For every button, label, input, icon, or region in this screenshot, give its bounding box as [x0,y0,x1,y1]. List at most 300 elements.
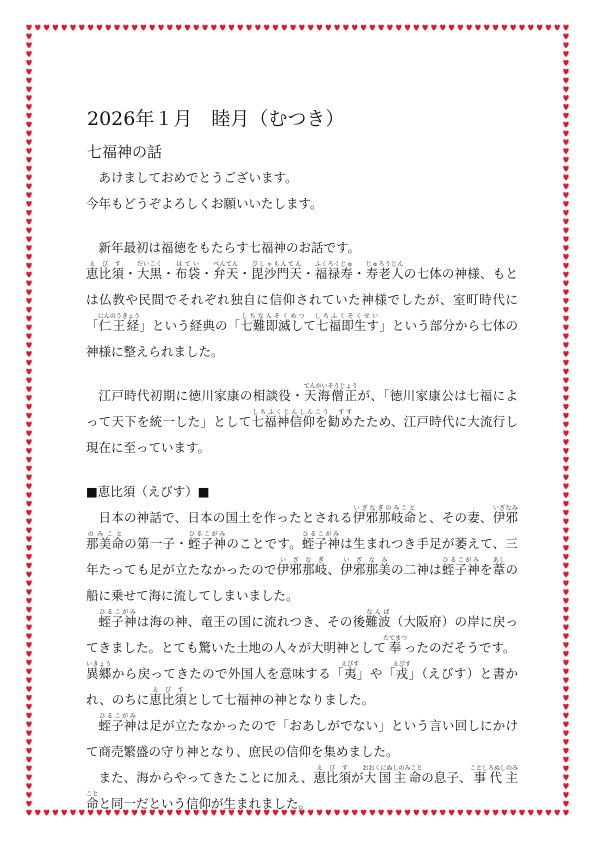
ruby-word: 大国主命おおくにぬしのみこと [362,765,423,785]
heart-icon [238,25,243,31]
heart-icon [563,448,568,454]
heart-icon [528,810,533,816]
heart-icon [26,492,31,498]
heart-icon [563,677,568,683]
ruby-word: 難波なんば [365,609,391,629]
ruby-word: 奉たてまつ [383,635,408,655]
heart-icon [563,25,568,31]
heart-icon [202,25,207,31]
gods-list [86,261,404,281]
heart-icon [563,42,568,48]
heart-icon [26,78,31,84]
heart-icon [26,342,31,348]
heart-icon [167,25,172,31]
heart-icon [563,810,568,816]
heart-icon [475,25,480,31]
heart-icon [26,792,31,798]
heart-icon [61,25,66,31]
heart-icon [61,810,66,816]
heart-icon [26,466,31,472]
heart-icon [176,25,181,31]
heart-icon [26,713,31,719]
heart-icon [563,554,568,560]
heart-icon [26,236,31,242]
heart-icon [44,810,49,816]
heart-icon [26,316,31,322]
heart-icon [26,721,31,727]
heart-icon [484,25,489,31]
heart-icon [264,25,269,31]
heart-icon [563,695,568,701]
heart-icon [563,501,568,507]
ruby-word: 恵比須えびす [149,687,187,707]
heart-icon [290,25,295,31]
heart-icon [26,307,31,313]
heart-icon [26,395,31,401]
heart-icon [361,25,366,31]
heart-icon [26,157,31,163]
heart-icon [26,139,31,145]
heart-icon [502,25,507,31]
heart-icon [378,25,383,31]
heart-icon [26,42,31,48]
heart-icon [563,316,568,322]
heart-icon [405,25,410,31]
paragraph: 日本の神話で、日本の国土を作ったとされる伊邪那岐命いざなぎのみことと、その妻、伊邪那美命いざなみのみことの第一子・蛭子神ひるこがみのことです。蛭子神ひるこがみは生まれつき手足が萎えて、三年たっても足が立たなかったので伊邪那岐いざなぎ、伊邪那美いざなみの二神は蛭子神ひるこがみを葦あしの船に乗せて海に流してしまいました。 [86,505,518,603]
greeting-line: あけましておめでとうございます。 [98,170,298,185]
heart-icon [563,642,568,648]
heart-icon [431,25,436,31]
heart-icon [35,810,40,816]
page-title: 2026年１月 睦月（むつき） [87,108,345,130]
heart-icon [563,272,568,278]
heart-icon [563,377,568,383]
heart-icon [563,721,568,727]
heart-icon [26,651,31,657]
heart-icon [26,69,31,75]
heart-icon [26,25,31,31]
god-name: 恵比須えびす [86,261,125,281]
heart-icon [528,25,533,31]
heart-icon [563,774,568,780]
heart-icon [26,404,31,410]
heart-icon [563,598,568,604]
ruby-word: 蛭子神ひるこがみ [98,609,137,629]
heart-icon [26,474,31,480]
heart-icon [26,748,31,754]
heart-icon [26,571,31,577]
heart-icon [563,607,568,613]
paragraph: 蛭子神ひるこがみは海の神、竜王の国に流れつき、その後難波なんば（大阪府）の岸に戻ってきました。とても驚いた土地の人々が大明神として奉たてまつったのだそうです。異郷いきょうから戻ってきたので外国人を意味する「夷えびす」や「戎えびす」（えびす）と書かれ、のちに恵比須えびすとして七福神の神となりました。 [86,609,518,707]
heart-icon [563,422,568,428]
heart-icon [563,580,568,586]
heart-icon [563,545,568,551]
heart-icon [563,686,568,692]
heart-icon [563,236,568,242]
heart-icon [563,616,568,622]
heart-icon [26,536,31,542]
heart-icon [26,289,31,295]
heart-icon [26,333,31,339]
heart-icon [26,324,31,330]
ruby-word: 伊邪那岐いざなぎ [276,557,328,577]
heart-icon [510,25,515,31]
ruby-word: 戎えびす [392,661,411,681]
heart-icon [141,25,146,31]
heart-icon [26,580,31,586]
heart-icon [26,175,31,181]
heart-icon [26,86,31,92]
paragraph: 新年最初は福徳をもたらす七福神のお話です。 [98,240,361,255]
heart-icon [422,25,427,31]
heart-icon [26,263,31,269]
heart-icon [563,324,568,330]
heart-icon [70,25,75,31]
heart-icon [26,810,31,816]
heart-icon [546,25,551,31]
heart-icon [466,25,471,31]
heart-icon [563,430,568,436]
heart-icon [563,298,568,304]
heart-icon [563,660,568,666]
heart-icon [220,25,225,31]
heart-icon [563,704,568,710]
heart-icon [458,25,463,31]
ruby-word: 天海僧正てんかいそうじょう [303,383,358,403]
greeting-line: 今年もどうぞよろしくお願いいたします。 [86,196,323,211]
heart-icon [563,439,568,445]
heart-icon [26,730,31,736]
heart-icon [563,765,568,771]
heart-icon [26,351,31,357]
heart-icon [26,51,31,57]
heart-icon [70,810,75,816]
heart-icon [26,668,31,674]
heart-icon [26,192,31,198]
heart-icon [563,263,568,269]
heart-icon [26,60,31,66]
heart-icon [563,413,568,419]
heart-icon [563,757,568,763]
heart-icon [26,113,31,119]
heart-icon [563,360,568,366]
heart-icon [563,510,568,516]
heart-icon [26,783,31,789]
heart-icon [53,25,58,31]
heart-icon [563,633,568,639]
heart-icon [26,95,31,101]
heart-icon [563,589,568,595]
separator: ・ [162,266,175,281]
heart-icon [114,25,119,31]
heart-icon [26,245,31,251]
heart-icon [26,616,31,622]
heart-icon [563,342,568,348]
heart-icon [26,448,31,454]
heart-icon [554,25,559,31]
heart-icon [26,166,31,172]
heart-icon [563,69,568,75]
heart-icon [26,563,31,569]
heart-icon [26,457,31,463]
heart-icon [194,25,199,31]
heart-icon [26,757,31,763]
heart-icon [26,430,31,436]
ruby-word: 異郷いきょう [86,661,112,681]
heart-icon [26,774,31,780]
heart-icon [563,386,568,392]
heart-icon [26,272,31,278]
heart-icon [26,695,31,701]
heart-icon [26,589,31,595]
separator: ・ [200,266,214,281]
paragraph: また、海からやってきたことに加え、恵比須えびすが大国主命おおくにぬしのみことの息子、事代主命ことしろぬしのみことと同一だという信仰が生まれました。 [86,765,518,811]
heart-icon [26,439,31,445]
heart-icon [563,668,568,674]
ruby-word: 伊邪那岐命いざなぎのみこと [352,505,417,525]
heart-icon [53,810,58,816]
heart-icon [26,801,31,807]
heart-icon [563,289,568,295]
heart-icon [563,280,568,286]
heart-icon [26,386,31,392]
heart-icon [26,519,31,525]
heart-icon [546,810,551,816]
god-name: 弁天べんてん [213,261,239,281]
heart-icon [88,25,93,31]
heart-icon [26,607,31,613]
heart-icon [563,748,568,754]
heart-icon [563,192,568,198]
paragraph: 江戸時代初期に徳川家康の相談役・天海僧正てんかいそうじょうが、「徳川家康公は七福によって天下を統一した」として七福神信仰を勧めしちふくじんしんこう すすたため、江戸時代に大流行し現在に至っています。 [86,383,518,455]
god-name: 毘沙門天びしゃもんてん [251,261,303,281]
ruby-word: 伊邪那美いざなみ [340,557,392,577]
heart-icon [563,536,568,542]
heart-icon [563,122,568,128]
heart-icon [563,60,568,66]
ruby-word: 事代主命ことしろぬしのみこと [86,765,518,811]
heart-icon [563,483,568,489]
heart-icon [26,483,31,489]
section-title: 七福神の話 [87,143,163,161]
heart-icon [563,713,568,719]
heart-icon [563,227,568,233]
heart-icon [563,113,568,119]
heart-icon [282,25,287,31]
heart-icon [106,25,111,31]
heart-icon [26,377,31,383]
heart-icon [26,633,31,639]
heart-icon [563,175,568,181]
heart-icon [414,25,419,31]
separator: ・ [352,266,366,281]
heart-icon [246,25,251,31]
heart-icon [123,25,128,31]
ruby-word: 蛭子神ひるこがみ [441,557,480,577]
heart-icon [563,86,568,92]
heart-icon [97,25,102,31]
separator: ・ [238,266,252,281]
heart-icon [26,510,31,516]
heart-icon [26,686,31,692]
heart-icon [563,783,568,789]
heart-icon [563,492,568,498]
document-body [86,165,518,817]
ruby-word: 恵比須えびす [313,765,352,785]
heart-icon [563,201,568,207]
heart-icon [563,245,568,251]
heart-icon [26,554,31,560]
heart-icon [519,810,524,816]
paragraph: 恵比須えびす・大黒だいこく・布袋ほてい・弁天べんてん・毘沙門天びしゃもんてん・福禄寿ふくろくじゅ・寿老人じゅろうじんの七体の神様、もとは仏教や民間でそれぞれ独自に信仰されていた神様でしたが、室町時代に「仁王経にんのうきょう」という経典の「七難即滅して七福即生すしちなんそくめつ しちふくそくせい」という部分から七体の神様に整えられました。 [86,261,518,359]
ruby-word: 蛭子神ひるこがみ [188,531,227,551]
ruby-word: 夷えびす [341,661,360,681]
god-name: 布袋ほてい [174,261,201,281]
separator: ・ [302,266,315,281]
heart-icon [537,810,542,816]
separator: ・ [124,266,137,281]
heart-icon [26,369,31,375]
heart-icon [563,183,568,189]
heart-icon [26,422,31,428]
heart-icon [150,25,155,31]
paragraph: 蛭子神ひるこがみは足が立たなかったので「おあしがでない」という言い回しにかけて商売繁盛の守り神となり、庶民の信仰を集めました。 [86,713,518,759]
heart-icon [26,298,31,304]
heart-icon [79,810,84,816]
heart-icon [26,122,31,128]
heart-icon [493,25,498,31]
heart-icon [563,33,568,39]
heart-icon [26,210,31,216]
heart-icon [26,219,31,225]
god-name: 大黒だいこく [136,261,163,281]
heart-icon [299,25,304,31]
heart-icon [26,642,31,648]
heart-icon [334,25,339,31]
heart-icon [26,739,31,745]
ruby-word: 蛭子神ひるこがみ [301,531,341,551]
heart-icon [273,25,278,31]
heart-icon [563,395,568,401]
heart-icon [563,307,568,313]
heart-icon [563,739,568,745]
heart-icon [26,660,31,666]
heart-icon [563,157,568,163]
heart-icon [563,563,568,569]
ruby-word: 伊邪那美命いざなみのみこと [86,505,518,551]
heart-icon [563,166,568,172]
heart-icon [79,25,84,31]
heart-icon [563,139,568,145]
heart-icon [563,651,568,657]
heart-icon [158,25,163,31]
god-name: 寿老人じゅろうじん [365,261,404,281]
heart-icon [370,25,375,31]
heart-icon [563,519,568,525]
heart-icon [563,730,568,736]
heart-icon [26,413,31,419]
heart-icon [26,501,31,507]
ruby-word: 仁王経にんのうきょう [97,313,140,333]
heart-icon [26,624,31,630]
heart-icon [537,25,542,31]
heart-icon [211,25,216,31]
heart-icon [26,360,31,366]
ruby-word: 七難即滅して七福即生すしちなんそくめつ しちふくそくせい [240,313,380,333]
heart-icon [563,792,568,798]
heart-icon [563,369,568,375]
heart-icon [26,130,31,136]
heart-icon [26,598,31,604]
heart-icon [563,571,568,577]
heart-icon [554,810,559,816]
ruby-word: 葦あし [492,557,506,577]
heart-icon [26,104,31,110]
heart-icon [26,148,31,154]
heart-icon [563,51,568,57]
heart-icon [308,25,313,31]
heart-icon [26,765,31,771]
heart-icon [563,333,568,339]
heart-icon [132,25,137,31]
heart-icon [449,25,454,31]
heart-icon [26,704,31,710]
heart-icon [563,148,568,154]
heart-icon [255,25,260,31]
heart-icon [26,280,31,286]
heart-icon [519,25,524,31]
ruby-word: 蛭子神ひるこがみ [98,713,137,733]
heart-icon [563,254,568,260]
heart-icon [563,78,568,84]
heart-icon [26,527,31,533]
heart-icon [35,25,40,31]
heart-icon [563,219,568,225]
heart-icon [317,25,322,31]
heart-icon [563,104,568,110]
heart-icon [563,466,568,472]
heart-icon [229,25,234,31]
heart-icon [26,33,31,39]
heart-icon [563,95,568,101]
heart-icon [343,25,348,31]
heart-icon [563,457,568,463]
heart-icon [563,351,568,357]
heart-icon [26,201,31,207]
heart-icon [326,25,331,31]
heart-icon [352,25,357,31]
heart-icon [563,624,568,630]
heart-icon [563,801,568,807]
heart-icon [185,25,190,31]
heart-icon [563,474,568,480]
heart-icon [396,25,401,31]
heart-icon [44,25,49,31]
heart-icon [26,183,31,189]
heart-icon [563,404,568,410]
god-name: 福禄寿ふくろくじゅ [314,261,353,281]
heart-icon [26,677,31,683]
heart-icon [26,227,31,233]
heart-icon [387,25,392,31]
heart-icon [563,130,568,136]
heart-icon [26,254,31,260]
ruby-word: 七福神信仰を勧めしちふくじんしんこう すす [251,409,354,429]
heart-icon [26,545,31,551]
section-heading: ■恵比須（えびす）■ [86,484,210,499]
heart-icon [563,527,568,533]
heart-icon [440,25,445,31]
